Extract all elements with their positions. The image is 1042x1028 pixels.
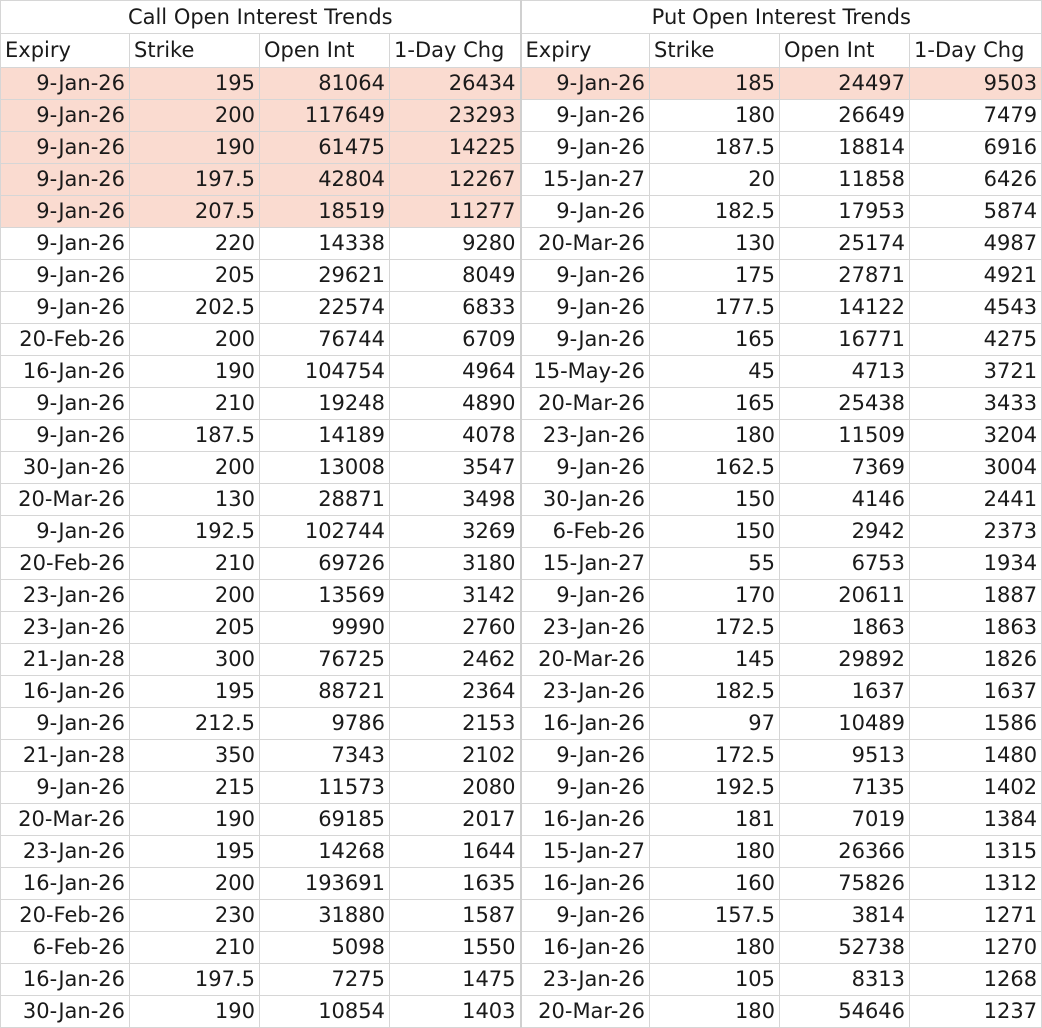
put-cell-expiry[interactable]: 16-Jan-26 [521,868,650,900]
put-cell-expiry[interactable]: 9-Jan-26 [521,900,650,932]
call-cell-open-int[interactable]: 7343 [260,740,390,772]
put-cell-expiry[interactable]: 20-Mar-26 [521,644,650,676]
put-cell-strike[interactable]: 180 [650,420,780,452]
table-row [1,100,1042,132]
table-row [1,484,1042,516]
table-row [1,548,1042,580]
call-cell-open-int[interactable]: 104754 [260,356,390,388]
put-cell-open-int[interactable]: 11509 [780,420,910,452]
call-cell-chg[interactable]: 1587 [390,900,521,932]
put-cell-open-int[interactable]: 24497 [780,68,910,100]
put-cell-expiry[interactable]: 23-Jan-26 [521,964,650,996]
put-cell-open-int[interactable]: 54646 [780,996,910,1028]
table-row [1,388,1042,420]
call-cell-chg[interactable]: 1644 [390,836,521,868]
put-cell-strike[interactable]: 145 [650,644,780,676]
put-cell-chg[interactable]: 2373 [910,516,1042,548]
call-cell-open-int[interactable]: 193691 [260,868,390,900]
put-cell-strike[interactable]: 180 [650,100,780,132]
call-cell-expiry[interactable]: 23-Jan-26 [1,580,130,612]
call-cell-expiry[interactable]: 30-Jan-26 [1,996,130,1028]
put-cell-chg[interactable]: 1480 [910,740,1042,772]
call-cell-strike[interactable]: 202.5 [130,292,260,324]
put-cell-expiry[interactable]: 23-Jan-26 [521,420,650,452]
call-cell-open-int[interactable]: 19248 [260,388,390,420]
put-header-expiry[interactable]: Expiry [521,34,650,68]
group-header-row [1,1,1042,34]
call-cell-open-int[interactable]: 102744 [260,516,390,548]
call-cell-open-int[interactable]: 11573 [260,772,390,804]
put-cell-chg[interactable]: 1402 [910,772,1042,804]
put-cell-open-int[interactable]: 9513 [780,740,910,772]
call-cell-chg[interactable]: 1403 [390,996,521,1028]
call-cell-expiry[interactable]: 9-Jan-26 [1,420,130,452]
call-cell-chg[interactable]: 4964 [390,356,521,388]
put-cell-strike[interactable]: 182.5 [650,196,780,228]
call-cell-open-int[interactable]: 42804 [260,164,390,196]
put-cell-expiry[interactable]: 15-Jan-27 [521,548,650,580]
call-cell-open-int[interactable]: 61475 [260,132,390,164]
table-row [1,644,1042,676]
put-cell-open-int[interactable]: 7019 [780,804,910,836]
put-header-1-day-chg[interactable]: 1-Day Chg [910,34,1042,68]
put-cell-open-int[interactable]: 25438 [780,388,910,420]
call-cell-chg[interactable]: 4078 [390,420,521,452]
put-header-strike[interactable]: Strike [650,34,780,68]
put-cell-strike[interactable]: 192.5 [650,772,780,804]
put-cell-expiry[interactable]: 6-Feb-26 [521,516,650,548]
call-cell-expiry[interactable]: 9-Jan-26 [1,388,130,420]
put-table-title[interactable]: Put Open Interest Trends [521,1,1042,34]
put-cell-strike[interactable]: 55 [650,548,780,580]
call-cell-strike[interactable]: 195 [130,676,260,708]
call-cell-strike[interactable]: 190 [130,132,260,164]
call-table-title[interactable]: Call Open Interest Trends [1,1,521,34]
call-cell-expiry[interactable]: 20-Feb-26 [1,548,130,580]
put-cell-expiry[interactable]: 9-Jan-26 [521,100,650,132]
call-cell-chg[interactable]: 14225 [390,132,521,164]
put-cell-open-int[interactable]: 25174 [780,228,910,260]
put-cell-strike[interactable]: 130 [650,228,780,260]
call-cell-chg[interactable]: 1475 [390,964,521,996]
call-cell-expiry[interactable]: 16-Jan-26 [1,676,130,708]
table-row [1,932,1042,964]
call-cell-chg[interactable]: 2760 [390,612,521,644]
call-cell-open-int[interactable]: 22574 [260,292,390,324]
call-cell-expiry[interactable]: 9-Jan-26 [1,260,130,292]
call-cell-chg[interactable]: 23293 [390,100,521,132]
call-cell-chg[interactable]: 2153 [390,708,521,740]
put-cell-open-int[interactable]: 26366 [780,836,910,868]
table-row [1,292,1042,324]
call-cell-expiry[interactable]: 9-Jan-26 [1,772,130,804]
put-cell-chg[interactable]: 1586 [910,708,1042,740]
call-cell-strike[interactable]: 220 [130,228,260,260]
put-cell-chg[interactable]: 1887 [910,580,1042,612]
put-cell-chg[interactable]: 6916 [910,132,1042,164]
call-cell-chg[interactable]: 3269 [390,516,521,548]
put-cell-chg[interactable]: 4543 [910,292,1042,324]
call-cell-expiry[interactable]: 9-Jan-26 [1,516,130,548]
put-cell-open-int[interactable]: 20611 [780,580,910,612]
table-row [1,580,1042,612]
call-cell-strike[interactable]: 200 [130,868,260,900]
call-cell-chg[interactable]: 3498 [390,484,521,516]
table-row [1,900,1042,932]
call-cell-strike[interactable]: 195 [130,68,260,100]
call-cell-expiry[interactable]: 9-Jan-26 [1,228,130,260]
call-cell-expiry[interactable]: 23-Jan-26 [1,612,130,644]
put-cell-open-int[interactable]: 4713 [780,356,910,388]
table-row [1,996,1042,1028]
table-row [1,516,1042,548]
call-cell-chg[interactable]: 3180 [390,548,521,580]
call-cell-chg[interactable]: 9280 [390,228,521,260]
call-cell-strike[interactable]: 130 [130,484,260,516]
put-cell-open-int[interactable]: 10489 [780,708,910,740]
call-cell-chg[interactable]: 2017 [390,804,521,836]
call-cell-open-int[interactable]: 9786 [260,708,390,740]
call-cell-expiry[interactable]: 16-Jan-26 [1,356,130,388]
call-cell-strike[interactable]: 300 [130,644,260,676]
call-cell-open-int[interactable]: 88721 [260,676,390,708]
call-cell-strike[interactable]: 187.5 [130,420,260,452]
put-cell-strike[interactable]: 180 [650,996,780,1028]
call-cell-chg[interactable]: 1635 [390,868,521,900]
put-cell-chg[interactable]: 3433 [910,388,1042,420]
put-cell-strike[interactable]: 150 [650,516,780,548]
call-cell-strike[interactable]: 210 [130,388,260,420]
call-cell-chg[interactable]: 2364 [390,676,521,708]
put-cell-strike[interactable]: 172.5 [650,740,780,772]
call-cell-strike[interactable]: 200 [130,580,260,612]
call-cell-strike[interactable]: 190 [130,804,260,836]
put-cell-expiry[interactable]: 23-Jan-26 [521,676,650,708]
put-cell-strike[interactable]: 170 [650,580,780,612]
put-cell-expiry[interactable]: 20-Mar-26 [521,388,650,420]
put-cell-chg[interactable]: 5874 [910,196,1042,228]
call-cell-expiry[interactable]: 9-Jan-26 [1,68,130,100]
put-cell-strike[interactable]: 105 [650,964,780,996]
put-cell-expiry[interactable]: 16-Jan-26 [521,708,650,740]
table-row [1,804,1042,836]
call-cell-expiry[interactable]: 16-Jan-26 [1,868,130,900]
put-cell-chg[interactable]: 9503 [910,68,1042,100]
put-cell-open-int[interactable]: 52738 [780,932,910,964]
call-cell-chg[interactable]: 2462 [390,644,521,676]
call-cell-strike[interactable]: 195 [130,836,260,868]
call-cell-open-int[interactable]: 69726 [260,548,390,580]
put-cell-chg[interactable]: 4987 [910,228,1042,260]
call-cell-strike[interactable]: 200 [130,452,260,484]
call-cell-open-int[interactable]: 9990 [260,612,390,644]
call-cell-expiry[interactable]: 20-Mar-26 [1,484,130,516]
put-cell-expiry[interactable]: 23-Jan-26 [521,612,650,644]
call-cell-strike[interactable]: 197.5 [130,964,260,996]
table-row [1,420,1042,452]
call-cell-strike[interactable]: 207.5 [130,196,260,228]
put-cell-expiry[interactable]: 15-Jan-27 [521,836,650,868]
table-row [1,740,1042,772]
table-row [1,324,1042,356]
table-row [1,228,1042,260]
call-header-1-day-chg[interactable]: 1-Day Chg [390,34,521,68]
call-cell-chg[interactable]: 3547 [390,452,521,484]
call-cell-expiry[interactable]: 23-Jan-26 [1,836,130,868]
put-cell-open-int[interactable]: 27871 [780,260,910,292]
table-row [1,612,1042,644]
call-cell-open-int[interactable]: 76744 [260,324,390,356]
put-cell-chg[interactable]: 1934 [910,548,1042,580]
put-cell-expiry[interactable]: 9-Jan-26 [521,260,650,292]
call-cell-open-int[interactable]: 28871 [260,484,390,516]
call-cell-chg[interactable]: 2080 [390,772,521,804]
put-cell-expiry[interactable]: 20-Mar-26 [521,996,650,1028]
put-cell-chg[interactable]: 3721 [910,356,1042,388]
call-header-expiry[interactable]: Expiry [1,34,130,68]
put-cell-strike[interactable]: 45 [650,356,780,388]
call-cell-open-int[interactable]: 69185 [260,804,390,836]
call-cell-chg[interactable]: 4890 [390,388,521,420]
call-cell-open-int[interactable]: 5098 [260,932,390,964]
table-row [1,964,1042,996]
put-cell-strike[interactable]: 177.5 [650,292,780,324]
call-cell-strike[interactable]: 190 [130,996,260,1028]
table-row [1,772,1042,804]
call-cell-strike[interactable]: 197.5 [130,164,260,196]
put-cell-strike[interactable]: 175 [650,260,780,292]
put-cell-chg[interactable]: 1268 [910,964,1042,996]
table-row [1,260,1042,292]
put-cell-strike[interactable]: 181 [650,804,780,836]
call-cell-open-int[interactable]: 13569 [260,580,390,612]
call-cell-strike[interactable]: 205 [130,260,260,292]
put-cell-chg[interactable]: 1270 [910,932,1042,964]
put-cell-expiry[interactable]: 30-Jan-26 [521,484,650,516]
put-cell-expiry[interactable]: 9-Jan-26 [521,68,650,100]
call-cell-expiry[interactable]: 20-Mar-26 [1,804,130,836]
call-cell-chg[interactable]: 1550 [390,932,521,964]
put-cell-open-int[interactable]: 7369 [780,452,910,484]
put-cell-open-int[interactable]: 1863 [780,612,910,644]
table-row [1,132,1042,164]
put-cell-expiry[interactable]: 9-Jan-26 [521,324,650,356]
call-cell-strike[interactable]: 230 [130,900,260,932]
put-cell-expiry[interactable]: 9-Jan-26 [521,132,650,164]
table-row [1,452,1042,484]
put-cell-strike[interactable]: 180 [650,836,780,868]
call-cell-strike[interactable]: 212.5 [130,708,260,740]
table-row [1,676,1042,708]
call-cell-expiry[interactable]: 6-Feb-26 [1,932,130,964]
call-cell-chg[interactable]: 12267 [390,164,521,196]
put-cell-chg[interactable]: 1826 [910,644,1042,676]
put-cell-chg[interactable]: 1237 [910,996,1042,1028]
table-row [1,356,1042,388]
put-cell-strike[interactable]: 185 [650,68,780,100]
call-cell-expiry[interactable]: 9-Jan-26 [1,164,130,196]
call-cell-expiry[interactable]: 30-Jan-26 [1,452,130,484]
call-cell-strike[interactable]: 192.5 [130,516,260,548]
call-cell-chg[interactable]: 26434 [390,68,521,100]
column-header-row [1,34,1042,68]
call-cell-chg[interactable]: 6833 [390,292,521,324]
call-cell-open-int[interactable]: 10854 [260,996,390,1028]
put-cell-chg[interactable]: 1312 [910,868,1042,900]
call-cell-strike[interactable]: 205 [130,612,260,644]
put-cell-expiry[interactable]: 15-Jan-27 [521,164,650,196]
put-cell-chg[interactable]: 1384 [910,804,1042,836]
call-cell-open-int[interactable]: 7275 [260,964,390,996]
put-cell-open-int[interactable]: 8313 [780,964,910,996]
call-cell-open-int[interactable]: 13008 [260,452,390,484]
put-cell-chg[interactable]: 4921 [910,260,1042,292]
table-row [1,196,1042,228]
put-cell-open-int[interactable]: 2942 [780,516,910,548]
call-cell-strike[interactable]: 190 [130,356,260,388]
call-cell-chg[interactable]: 11277 [390,196,521,228]
put-cell-open-int[interactable]: 75826 [780,868,910,900]
put-cell-strike[interactable]: 187.5 [650,132,780,164]
put-cell-open-int[interactable]: 11858 [780,164,910,196]
call-cell-expiry[interactable]: 9-Jan-26 [1,132,130,164]
put-cell-open-int[interactable]: 18814 [780,132,910,164]
put-cell-strike[interactable]: 165 [650,388,780,420]
call-cell-open-int[interactable]: 31880 [260,900,390,932]
call-cell-expiry[interactable]: 16-Jan-26 [1,964,130,996]
put-cell-open-int[interactable]: 16771 [780,324,910,356]
put-cell-chg[interactable]: 1637 [910,676,1042,708]
table-row [1,708,1042,740]
put-cell-strike[interactable]: 165 [650,324,780,356]
call-cell-open-int[interactable]: 29621 [260,260,390,292]
put-cell-strike[interactable]: 157.5 [650,900,780,932]
call-cell-expiry[interactable]: 20-Feb-26 [1,900,130,932]
put-cell-chg[interactable]: 3204 [910,420,1042,452]
call-cell-open-int[interactable]: 76725 [260,644,390,676]
call-cell-open-int[interactable]: 81064 [260,68,390,100]
call-cell-open-int[interactable]: 14338 [260,228,390,260]
put-cell-expiry[interactable]: 9-Jan-26 [521,292,650,324]
call-cell-strike[interactable]: 210 [130,932,260,964]
put-cell-expiry[interactable]: 16-Jan-26 [521,804,650,836]
call-cell-expiry[interactable]: 20-Feb-26 [1,324,130,356]
put-cell-strike[interactable]: 20 [650,164,780,196]
put-cell-expiry[interactable]: 15-May-26 [521,356,650,388]
put-cell-open-int[interactable]: 4146 [780,484,910,516]
put-cell-open-int[interactable]: 1637 [780,676,910,708]
put-cell-chg[interactable]: 1315 [910,836,1042,868]
put-cell-chg[interactable]: 6426 [910,164,1042,196]
put-cell-expiry[interactable]: 9-Jan-26 [521,196,650,228]
put-cell-expiry[interactable]: 9-Jan-26 [521,580,650,612]
put-cell-open-int[interactable]: 7135 [780,772,910,804]
put-cell-expiry[interactable]: 9-Jan-26 [521,772,650,804]
call-cell-chg[interactable]: 2102 [390,740,521,772]
call-cell-open-int[interactable]: 117649 [260,100,390,132]
put-cell-open-int[interactable]: 3814 [780,900,910,932]
put-cell-open-int[interactable]: 26649 [780,100,910,132]
put-cell-chg[interactable]: 2441 [910,484,1042,516]
call-cell-strike[interactable]: 215 [130,772,260,804]
put-cell-chg[interactable]: 4275 [910,324,1042,356]
put-cell-expiry[interactable]: 9-Jan-26 [521,452,650,484]
call-cell-expiry[interactable]: 21-Jan-28 [1,740,130,772]
call-cell-strike[interactable]: 200 [130,324,260,356]
call-cell-chg[interactable]: 6709 [390,324,521,356]
call-cell-expiry[interactable]: 9-Jan-26 [1,196,130,228]
put-cell-open-int[interactable]: 14122 [780,292,910,324]
call-cell-open-int[interactable]: 14189 [260,420,390,452]
table-row [1,164,1042,196]
put-cell-strike[interactable]: 162.5 [650,452,780,484]
call-cell-expiry[interactable]: 21-Jan-28 [1,644,130,676]
table-body [1,68,1042,1028]
put-cell-chg[interactable]: 7479 [910,100,1042,132]
put-header-open-int[interactable]: Open Int [780,34,910,68]
call-header-open-int[interactable]: Open Int [260,34,390,68]
put-cell-strike[interactable]: 182.5 [650,676,780,708]
call-header-strike[interactable]: Strike [130,34,260,68]
call-cell-open-int[interactable]: 14268 [260,836,390,868]
put-cell-chg[interactable]: 3004 [910,452,1042,484]
put-cell-strike[interactable]: 150 [650,484,780,516]
put-cell-expiry[interactable]: 9-Jan-26 [521,740,650,772]
call-cell-expiry[interactable]: 9-Jan-26 [1,100,130,132]
put-cell-chg[interactable]: 1271 [910,900,1042,932]
put-cell-open-int[interactable]: 17953 [780,196,910,228]
table-row [1,68,1042,100]
put-cell-strike[interactable]: 172.5 [650,612,780,644]
table-row [1,868,1042,900]
put-cell-expiry[interactable]: 20-Mar-26 [521,228,650,260]
table-row [1,836,1042,868]
call-cell-expiry[interactable]: 9-Jan-26 [1,292,130,324]
put-cell-chg[interactable]: 1863 [910,612,1042,644]
put-cell-strike[interactable]: 160 [650,868,780,900]
call-cell-strike[interactable]: 210 [130,548,260,580]
call-cell-strike[interactable]: 350 [130,740,260,772]
call-cell-expiry[interactable]: 9-Jan-26 [1,708,130,740]
call-cell-strike[interactable]: 200 [130,100,260,132]
put-cell-open-int[interactable]: 6753 [780,548,910,580]
put-cell-strike[interactable]: 97 [650,708,780,740]
call-cell-chg[interactable]: 3142 [390,580,521,612]
put-cell-strike[interactable]: 180 [650,932,780,964]
call-cell-open-int[interactable]: 18519 [260,196,390,228]
call-cell-chg[interactable]: 8049 [390,260,521,292]
put-cell-open-int[interactable]: 29892 [780,644,910,676]
put-cell-expiry[interactable]: 16-Jan-26 [521,932,650,964]
